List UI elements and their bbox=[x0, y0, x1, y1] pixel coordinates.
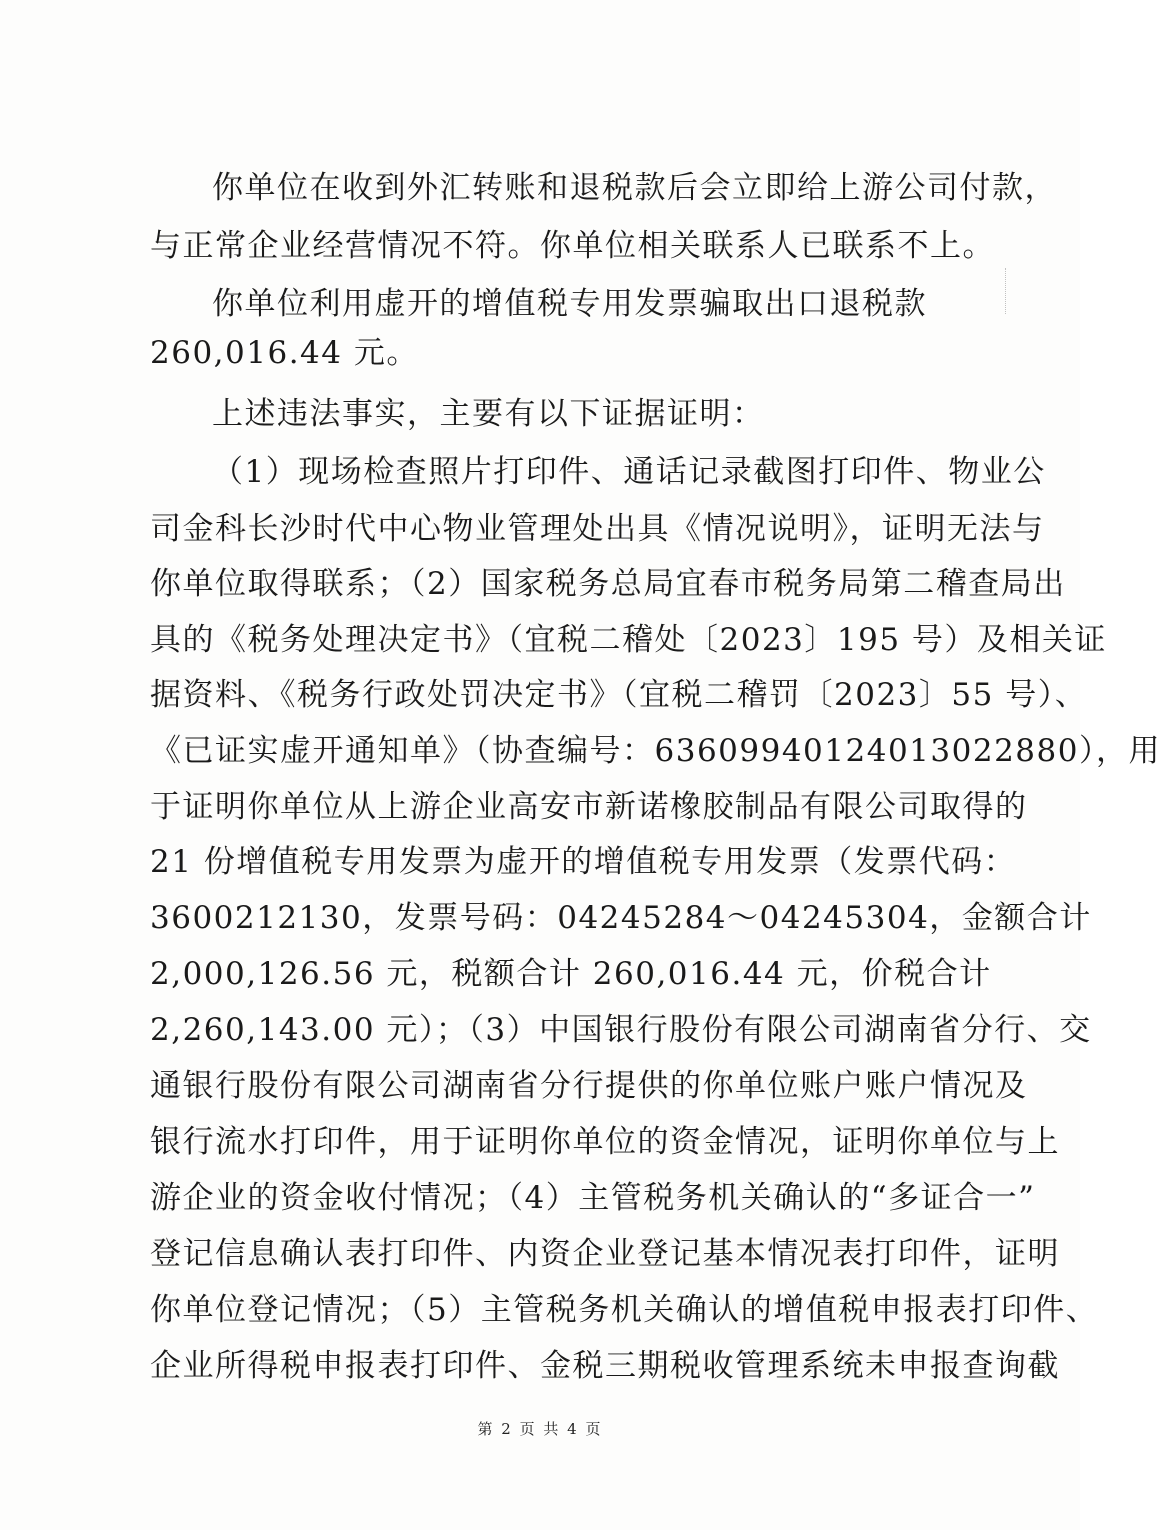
paragraph-line: 据资料、《税务行政处罚决定书》（宜税二稽罚〔2023〕55 号）、 bbox=[150, 677, 1088, 713]
paragraph-line: 具的《税务处理决定书》（宜税二稽处〔2023〕195 号）及相关证 bbox=[150, 622, 1107, 658]
paragraph-line: 银行流水打印件，用于证明你单位的资金情况，证明你单位与上 bbox=[150, 1124, 1060, 1160]
paragraph-line: 21 份增值税专用发票为虚开的增值税专用发票（发票代码： bbox=[150, 844, 1017, 880]
paragraph-line: 你单位在收到外汇转账和退税款后会立即给上游公司付款， bbox=[212, 170, 1057, 206]
paragraph-line: 游企业的资金收付情况；（4）主管税务机关确认的“多证合一” bbox=[150, 1180, 1036, 1216]
paragraph-line: 2,000,126.56 元，税额合计 260,016.44 元，价税合计 bbox=[150, 956, 992, 992]
paragraph-line: 260,016.44 元。 bbox=[150, 335, 419, 371]
paragraph-line: 《已证实虚开通知单》（协查编号：63609940124013022880），用 bbox=[150, 733, 1161, 769]
paragraph-line: 2,260,143.00 元）；（3）中国银行股份有限公司湖南省分行、交 bbox=[150, 1012, 1092, 1048]
paragraph-line: 于证明你单位从上游企业高安市新诺橡胶制品有限公司取得的 bbox=[150, 789, 1028, 825]
binding-mark bbox=[1005, 268, 1024, 314]
paragraph-line: 你单位利用虚开的增值税专用发票骗取出口退税款 bbox=[212, 286, 927, 322]
paragraph-line: 上述违法事实，主要有以下证据证明： bbox=[212, 396, 765, 432]
paragraph-line: 3600212130，发票号码：04245284～04245304，金额合计 bbox=[150, 900, 1092, 936]
paragraph-line: 你单位取得联系；（2）国家税务总局宜春市税务局第二稽查局出 bbox=[150, 566, 1066, 602]
paragraph-line: 通银行股份有限公司湖南省分行提供的你单位账户账户情况及 bbox=[150, 1068, 1028, 1104]
paragraph-line: 与正常企业经营情况不符。你单位相关联系人已联系不上。 bbox=[150, 228, 995, 264]
paragraph-line: 登记信息确认表打印件、内资企业登记基本情况表打印件，证明 bbox=[150, 1236, 1060, 1272]
paragraph-line: 司金科长沙时代中心物业管理处出具《情况说明》，证明无法与 bbox=[150, 511, 1045, 547]
page-number: 第 2 页 共 4 页 bbox=[477, 1420, 603, 1438]
paragraph-line: 企业所得税申报表打印件、金税三期税收管理系统未申报查询截 bbox=[150, 1348, 1060, 1384]
paragraph-line: （1）现场检查照片打印件、通话记录截图打印件、物业公 bbox=[212, 454, 1046, 490]
paragraph-line: 你单位登记情况；（5）主管税务机关确认的增值税申报表打印件、 bbox=[150, 1292, 1099, 1328]
